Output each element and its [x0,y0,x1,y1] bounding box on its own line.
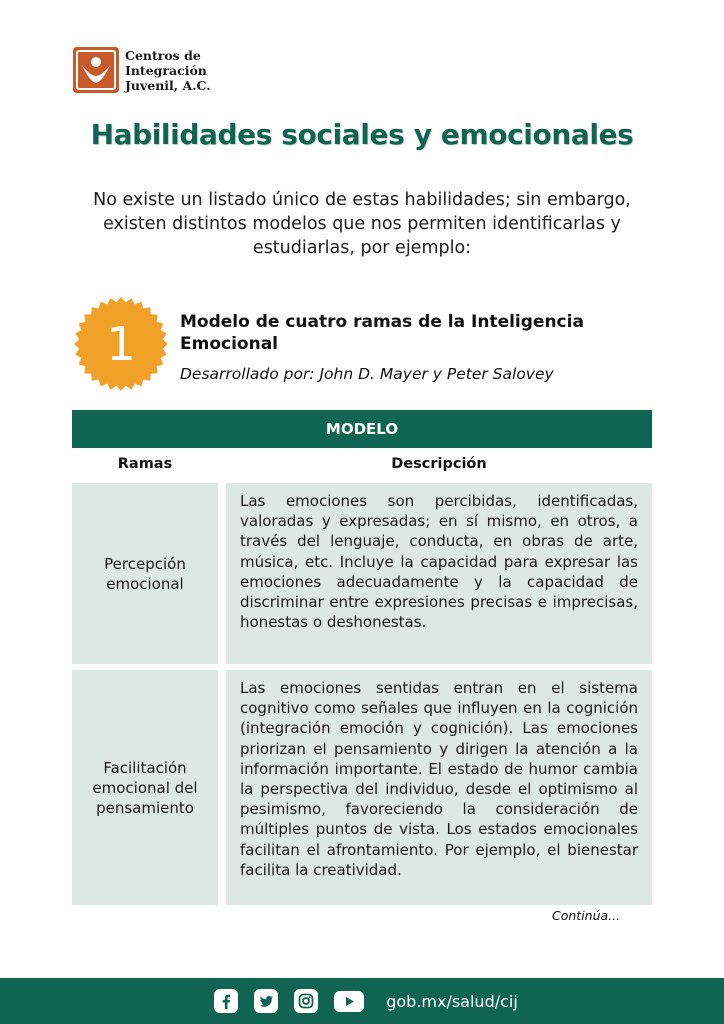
starburst-badge-icon [73,296,169,392]
table-cell-descripcion: Las emociones sentidas entran en el sistema cognitivo como señales que influyen en la cognición (integración emoción y cognición). Las emociones priorizan el pensamiento y dirigen la atención a la información importante. El estado de humor cambia la perspectiva del individuo, desde el optimismo al pesimismo, favoreciendo la consideración de múltiples puntos de vista. Los estados emocionales facilitan el afrontamiento. Por ejemplo, el bienestar facilita la creatividad. [226,670,652,905]
column-header-ramas: Ramas [117,456,173,472]
facebook-icon[interactable] [214,989,238,1013]
table-header: MODELO [72,410,652,448]
social-icons [206,989,372,1013]
twitter-icon[interactable] [254,989,278,1013]
column-header-descripcion: Descripción [391,456,487,472]
number-badge [73,296,169,392]
table-cell-rama [72,483,218,664]
cij-logo [73,47,211,93]
table-cell-rama [72,670,218,905]
instagram-icon[interactable] [294,989,318,1013]
logo-text [125,48,211,93]
logo-line-3: Juvenil, A.C. [125,77,211,93]
model-title: Modelo de cuatro ramas de la Inteligencia Emocional [180,312,584,354]
youtube-icon[interactable] [334,991,364,1012]
intro-text: No existe un listado único de estas habilidades; sin embargo, existen distintos modelos que nos permiten identificarlas y estudiarlas, por ejemplo: [93,190,631,258]
badge-number: 1 [106,317,136,371]
page-title: Habilidades sociales y emocionales [90,118,634,151]
rama-label: Percepción emocional [104,554,186,593]
model-author: Desarrollado por: John D. Mayer y Peter Salovey [180,365,554,383]
logo-line-1: Centros de [125,47,201,63]
table-cell-descripcion: Las emociones son percibidas, identificadas, valoradas y expresadas; en sí mismo, en otros, a través del lenguaje, conducta, en obras de arte, música, etc. Incluye la capacidad para expresar las emociones adecuadamente y la capacidad de discriminar entre expresiones precisas e imprecisas, honestas o deshonestas. [226,483,652,664]
footer-bar [0,978,724,1024]
footer-url-link[interactable]: gob.mx/salud/cij [386,991,518,1011]
logo-line-2: Integración [125,62,207,78]
rama-label: Facilitación emocional del pensamiento [92,758,198,817]
continua-label: Continúa... [552,908,621,923]
cij-logo-icon [73,47,119,93]
